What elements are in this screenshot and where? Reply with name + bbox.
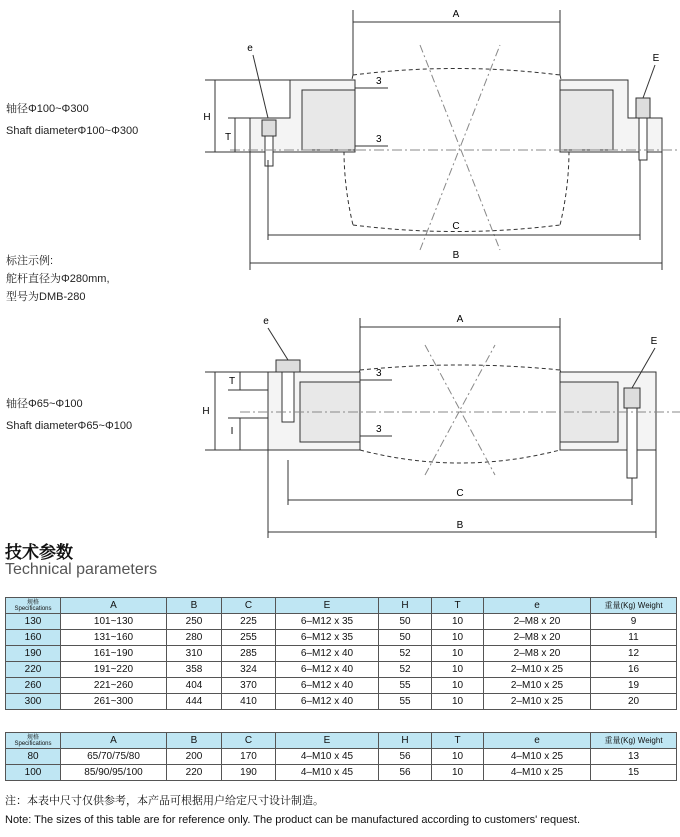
table-cell: 20 xyxy=(591,694,677,710)
table-row xyxy=(6,630,677,646)
header-t: T xyxy=(432,598,484,614)
table-cell: 10 xyxy=(432,749,484,765)
table-cell: 50 xyxy=(379,614,432,630)
table-cell: 10 xyxy=(432,630,484,646)
table-cell: 19 xyxy=(591,678,677,694)
dim-label-e-lower: e xyxy=(247,43,253,54)
table-cell: 261~300 xyxy=(61,694,167,710)
header-h: H xyxy=(379,598,432,614)
header-e: E xyxy=(276,733,379,749)
table-cell: 310 xyxy=(167,646,222,662)
table-header-row xyxy=(6,733,677,749)
table-cell: 52 xyxy=(379,662,432,678)
table-cell: 4–M10 x 45 xyxy=(276,765,379,781)
table-cell: 100 xyxy=(6,765,61,781)
header-b: B xyxy=(167,598,222,614)
table-cell: 404 xyxy=(167,678,222,694)
table-cell: 101~130 xyxy=(61,614,167,630)
header-e-lower: e xyxy=(484,733,591,749)
shaft-diameter-small-cn: 轴径Φ65~Φ100 xyxy=(6,398,83,410)
params-title-en: Technical parameters xyxy=(5,561,158,578)
table-cell: 2–M8 x 20 xyxy=(484,614,591,630)
table-cell: 55 xyxy=(379,678,432,694)
table-cell: 285 xyxy=(222,646,276,662)
dim-label-e-lower-2: e xyxy=(263,316,269,327)
params-title-cn: 技术参数 xyxy=(5,543,73,562)
header-c: C xyxy=(222,733,276,749)
dim-label-h: H xyxy=(203,112,211,123)
note-cn: 注：本表中尺寸仅供参考，本产品可根据用户给定尺寸设计制造。 xyxy=(5,795,324,807)
table-row xyxy=(6,765,677,781)
table-cell: 4–M10 x 25 xyxy=(484,765,591,781)
dim-label-t-2: T xyxy=(228,376,236,387)
table-cell: 4–M10 x 25 xyxy=(484,749,591,765)
table-cell: 6–M12 x 35 xyxy=(276,630,379,646)
dim-label-3-top-2: 3 xyxy=(376,368,382,379)
table-cell: 10 xyxy=(432,662,484,678)
dim-label-b: B xyxy=(452,250,460,261)
table-cell: 190 xyxy=(222,765,276,781)
table-cell: 131~160 xyxy=(61,630,167,646)
table-cell: 2–M10 x 25 xyxy=(484,678,591,694)
dim-label-c: C xyxy=(452,221,460,232)
spec-table-small xyxy=(5,732,677,781)
header-weight: 重量(Kg) Weight xyxy=(591,598,677,614)
example-line-1: 舵杆直径为Φ280mm, xyxy=(6,273,110,285)
table-cell: 191~220 xyxy=(61,662,167,678)
table-cell: 10 xyxy=(432,646,484,662)
table-cell: 6–M12 x 40 xyxy=(276,646,379,662)
header-weight: 重量(Kg) Weight xyxy=(591,733,677,749)
table-cell: 160 xyxy=(6,630,61,646)
table-row xyxy=(6,678,677,694)
table-cell: 11 xyxy=(591,630,677,646)
table-cell: 170 xyxy=(222,749,276,765)
table-row xyxy=(6,614,677,630)
header-a: A xyxy=(61,598,167,614)
table-cell: 300 xyxy=(6,694,61,710)
table-cell: 16 xyxy=(591,662,677,678)
dim-label-3-top: 3 xyxy=(376,76,382,87)
table-cell: 370 xyxy=(222,678,276,694)
table-cell: 260 xyxy=(6,678,61,694)
table-cell: 6–M12 x 40 xyxy=(276,678,379,694)
table-row xyxy=(6,749,677,765)
dim-label-c-2: C xyxy=(456,488,464,499)
table-cell: 6–M12 x 40 xyxy=(276,662,379,678)
table-cell: 2–M8 x 20 xyxy=(484,630,591,646)
table-cell: 80 xyxy=(6,749,61,765)
table-cell: 444 xyxy=(167,694,222,710)
dim-label-b-2: B xyxy=(456,520,464,531)
header-h: H xyxy=(379,733,432,749)
bearing-drawing-large xyxy=(0,0,680,300)
dim-label-i-2: I xyxy=(230,426,234,437)
note-en: Note: The sizes of this table are for reference only. The product can be manufactured according to customers' request. xyxy=(5,814,581,826)
table-cell: 358 xyxy=(167,662,222,678)
table-cell: 255 xyxy=(222,630,276,646)
spec-table-large xyxy=(5,597,677,710)
table-cell: 250 xyxy=(167,614,222,630)
table-cell: 190 xyxy=(6,646,61,662)
header-b: B xyxy=(167,733,222,749)
table-row xyxy=(6,694,677,710)
table-header-row xyxy=(6,598,677,614)
table-cell: 220 xyxy=(6,662,61,678)
example-title: 标注示例: xyxy=(6,255,54,267)
table-cell: 10 xyxy=(432,614,484,630)
header-c: C xyxy=(222,598,276,614)
dim-label-e-upper: E xyxy=(652,53,660,64)
table-cell: 280 xyxy=(167,630,222,646)
shaft-diameter-large-en: Shaft diameterΦ100~Φ300 xyxy=(6,125,139,137)
table-cell: 10 xyxy=(432,678,484,694)
header-a: A xyxy=(61,733,167,749)
table-cell: 9 xyxy=(591,614,677,630)
table-cell: 2–M10 x 25 xyxy=(484,694,591,710)
header-t: T xyxy=(432,733,484,749)
table-cell: 15 xyxy=(591,765,677,781)
header-e-lower: e xyxy=(484,598,591,614)
table-cell: 12 xyxy=(591,646,677,662)
table-cell: 56 xyxy=(379,749,432,765)
table-cell: 2–M8 x 20 xyxy=(484,646,591,662)
table-cell: 2–M10 x 25 xyxy=(484,662,591,678)
table-cell: 56 xyxy=(379,765,432,781)
dim-label-a-2: A xyxy=(456,314,464,325)
table-cell: 10 xyxy=(432,765,484,781)
dim-label-h-2: H xyxy=(202,406,210,417)
header-e: E xyxy=(276,598,379,614)
table-cell: 65/70/75/80 xyxy=(61,749,167,765)
table-cell: 6–M12 x 35 xyxy=(276,614,379,630)
header-specifications: 规格 Specifications xyxy=(6,733,61,749)
dim-label-3-bottom-2: 3 xyxy=(376,424,382,435)
shaft-diameter-small-en: Shaft diameterΦ65~Φ100 xyxy=(6,420,133,432)
dim-label-a: A xyxy=(452,9,460,20)
table-cell: 4–M10 x 45 xyxy=(276,749,379,765)
table-cell: 324 xyxy=(222,662,276,678)
table-cell: 130 xyxy=(6,614,61,630)
table-cell: 50 xyxy=(379,630,432,646)
table-cell: 200 xyxy=(167,749,222,765)
dim-label-t: T xyxy=(224,132,232,143)
dim-label-3-bottom: 3 xyxy=(376,134,382,145)
table-cell: 55 xyxy=(379,694,432,710)
table-cell: 6–M12 x 40 xyxy=(276,694,379,710)
header-specifications: 规格 Specifications xyxy=(6,598,61,614)
table-cell: 161~190 xyxy=(61,646,167,662)
table-cell: 85/90/95/100 xyxy=(61,765,167,781)
table-cell: 221~260 xyxy=(61,678,167,694)
dim-label-e-upper-2: E xyxy=(650,336,658,347)
table-cell: 220 xyxy=(167,765,222,781)
table-cell: 10 xyxy=(432,694,484,710)
example-line-2: 型号为DMB-280 xyxy=(6,291,86,303)
table-cell: 410 xyxy=(222,694,276,710)
shaft-diameter-large-cn: 轴径Φ100~Φ300 xyxy=(6,103,89,115)
table-cell: 52 xyxy=(379,646,432,662)
table-cell: 225 xyxy=(222,614,276,630)
table-row xyxy=(6,646,677,662)
table-row xyxy=(6,662,677,678)
table-cell: 13 xyxy=(591,749,677,765)
